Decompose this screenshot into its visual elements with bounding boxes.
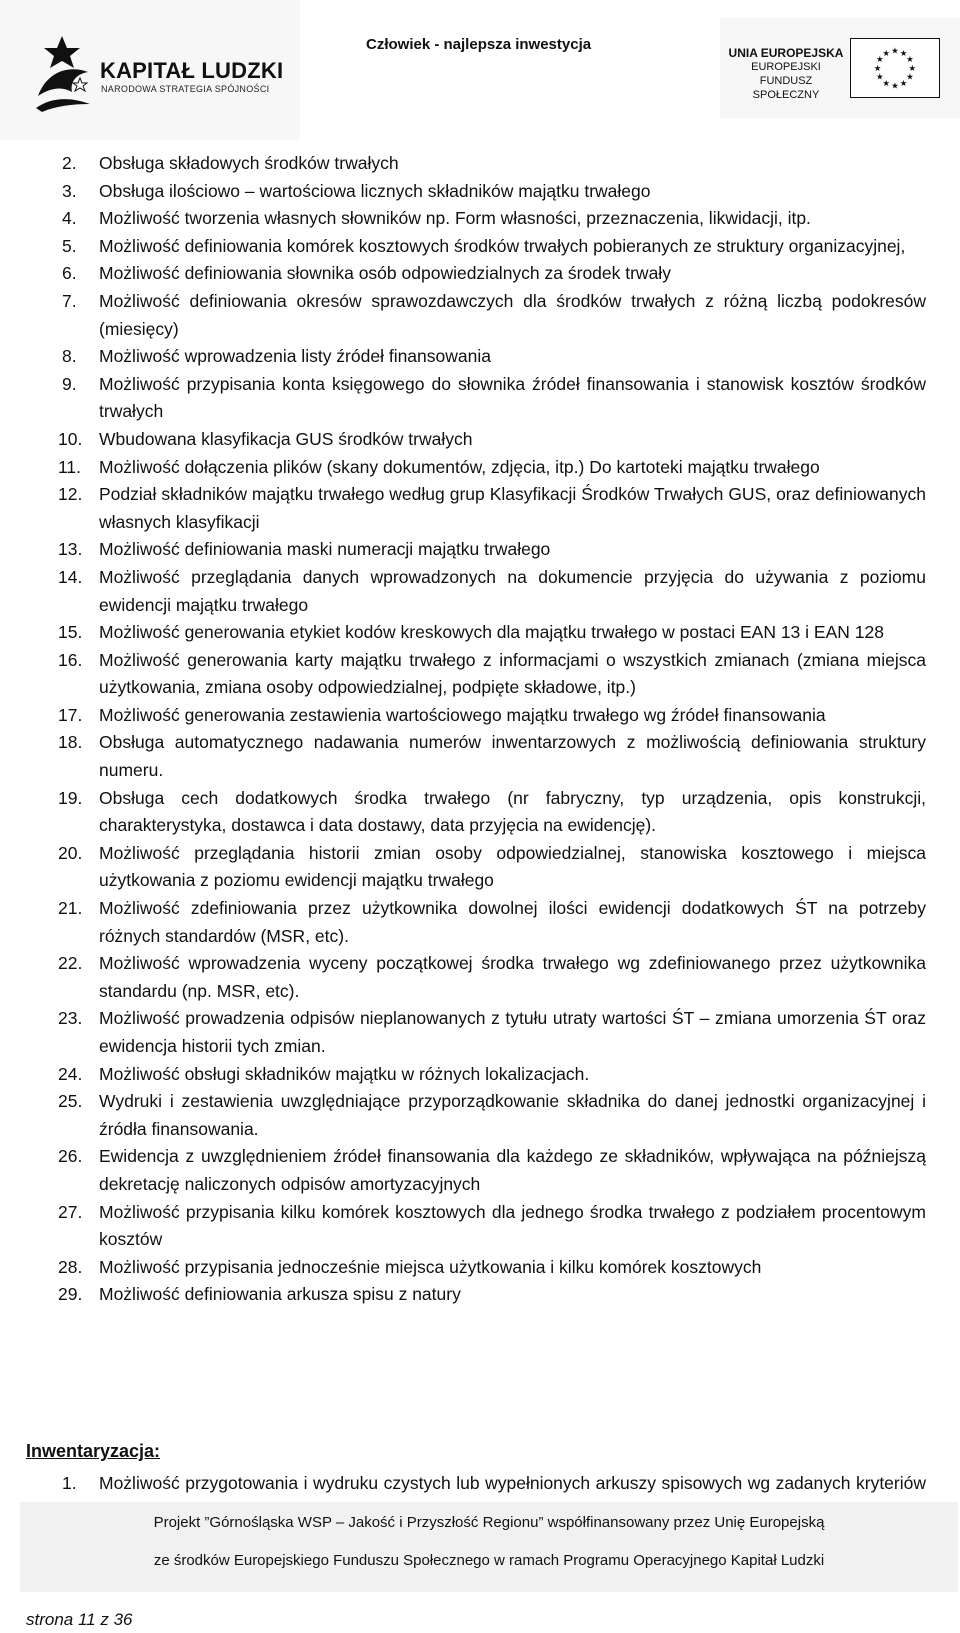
page-footer <box>20 1502 958 1592</box>
list-item <box>0 260 960 288</box>
list-item <box>0 1254 960 1282</box>
list-item <box>0 895 960 950</box>
list-item <box>0 150 960 178</box>
footer-line-2: ze środków Europejskiego Funduszu Społecznego w ramach Programu Operacyjnego Kapitał Ludzki <box>153 1552 825 1569</box>
list-item-text: Możliwość prowadzenia odpisów nieplanowanych z tytułu utraty wartości ŚT – zmiana umorzenia ŚT oraz ewidencja historii tych zmian. <box>99 1008 926 1056</box>
list-item-number: 20. <box>58 842 83 863</box>
eu-star-icon: ★ <box>882 77 891 88</box>
list-item-number: 10. <box>58 428 83 449</box>
page-header <box>0 0 960 145</box>
list-item-number: 19. <box>58 787 83 808</box>
list-item <box>0 840 960 895</box>
list-item-text: Możliwość przeglądania danych wprowadzonych na dokumencie przyjęcia do używania z poziomu ewidencji majątku trwałego <box>99 566 926 615</box>
list-item <box>0 481 960 536</box>
list-item <box>0 564 960 619</box>
list-item <box>0 702 960 730</box>
list-item-text: Możliwość generowania zestawienia wartościowego majątku trwałego wg źródeł finansowania <box>99 704 826 725</box>
list-item-number: 16. <box>58 649 83 670</box>
feature-list <box>0 150 960 1309</box>
list-item-text: Możliwość definiowania komórek kosztowych środków trwałych pobieranych ze struktury organizacyjnej, <box>99 235 906 256</box>
list-item-text: Wydruki i zestawienia uwzględniające przyporządkowanie składnika do danej jednostki organizacyjnej i źródła finansowania. <box>99 1091 926 1139</box>
list-item <box>0 343 960 371</box>
list-item-text: Obsługa cech dodatkowych środka trwałego (nr fabryczny, typ urządzenia, opis konstrukcji, charakterystyka, dostawca i data dostawy, data przyjęcia na ewidencję). <box>99 787 926 836</box>
eu-star-icon: ★ <box>876 54 884 65</box>
list-item-text: Możliwość generowania karty majątku trwałego z informacjami o wszystkich zmianach (zmiana miejsca użytkowania, zmiana osoby odpowiedzialnej, podpięte składowe, itp.) <box>99 649 926 698</box>
list-item-number: 15. <box>58 622 83 643</box>
list-item-number: 27. <box>58 1201 83 1222</box>
list-item <box>0 426 960 454</box>
document-body <box>0 150 960 1309</box>
list-item <box>0 647 960 702</box>
list-item-number: 17. <box>58 704 83 725</box>
list-item-text: Możliwość definiowania arkusza spisu z natury <box>99 1284 461 1305</box>
section-heading-inventory: Inwentaryzacja: <box>26 1441 161 1461</box>
eu-line-1: UNIA EUROPEJSKA <box>728 46 844 60</box>
list-item-text: Podział składników majątku trwałego według grup Klasyfikacji Środków Trwałych GUS, oraz definiowanych własnych klasyfikacji <box>99 484 926 532</box>
list-item <box>0 1061 960 1089</box>
eu-line-3: FUNDUSZ SPOŁECZNY <box>752 75 820 101</box>
list-item-text: Możliwość dołączenia plików (skany dokumentów, zdjęcia, itp.) Do kartoteki majątku trwałego <box>99 456 820 477</box>
list-item-number: 18. <box>58 732 83 753</box>
list-item-number: 22. <box>58 953 83 974</box>
list-item-number: 8. <box>62 346 77 367</box>
list-item <box>0 233 960 261</box>
list-item <box>0 536 960 564</box>
kapital-ludzki-subtitle: NARODOWA STRATEGIA SPÓJNOŚCI <box>101 84 270 94</box>
list-item-text: Możliwość przypisania kilku komórek kosztowych dla jednego środka trwałego z podziałem procentowym kosztów <box>99 1201 926 1250</box>
list-item-text: Możliwość definiowania maski numeracji majątku trwałego <box>99 539 551 560</box>
list-item-number: 21. <box>58 898 83 919</box>
list-item-number: 26. <box>58 1146 83 1167</box>
list-item-text: Obsługa ilościowo – wartościowa licznych składników majątku trwałego <box>99 180 651 201</box>
header-motto: Człowiek - najlepsza inwestycja <box>366 36 592 53</box>
eu-flag-icon <box>850 38 940 98</box>
list-item <box>0 371 960 426</box>
eu-star-icon: ★ <box>899 47 908 58</box>
list-item-text: Wbudowana klasyfikacja GUS środków trwałych <box>99 428 473 449</box>
eu-star-icon: ★ <box>899 77 908 88</box>
list-item-text: Możliwość generowania etykiet kodów kreskowych dla majątku trwałego w postaci EAN 13 i EAN 128 <box>99 622 884 643</box>
list-item-text: Ewidencja z uwzględnieniem źródeł finansowania dla każdego ze składników, wpływająca na późniejszą dekretację naliczonych odpisów amortyzacyjnych <box>99 1146 926 1194</box>
list-item <box>0 1143 960 1198</box>
list-item-number: 24. <box>58 1063 83 1084</box>
list-item-number: 1. <box>62 1473 77 1493</box>
eu-star-icon: ★ <box>891 80 899 91</box>
list-item-number: 9. <box>62 373 77 394</box>
list-item-text: Możliwość przypisania konta księgowego do słownika źródeł finansowania i stanowisk kosztów środków trwałych <box>99 373 926 422</box>
list-item <box>0 729 960 784</box>
list-item-number: 13. <box>58 539 83 560</box>
eu-star-icon: ★ <box>873 62 882 73</box>
list-item <box>0 205 960 233</box>
list-item <box>0 950 960 1005</box>
eu-star-icon: ★ <box>906 71 914 82</box>
list-item <box>0 1199 960 1254</box>
list-item-text: Możliwość wprowadzenia wyceny początkowej środka trwałego wg zdefiniowanego przez użytkownika standardu (np. MSR, etc). <box>99 953 926 1001</box>
list-item <box>0 1005 960 1060</box>
footer-line-1: Projekt ”Górnośląska WSP – Jakość i Przyszłość Regionu” współfinansowany przez Unię Europejską <box>153 1514 825 1531</box>
list-item-number: 29. <box>58 1284 83 1305</box>
list-item-text: Możliwość wprowadzenia listy źródeł finansowania <box>99 346 491 367</box>
list-item-number: 11. <box>58 456 82 477</box>
list-item <box>0 288 960 343</box>
eu-line-2: EUROPEJSKI <box>751 61 821 73</box>
list-item <box>0 785 960 840</box>
list-item-number: 3. <box>62 180 77 201</box>
page-number: strona 11 z 36 <box>26 1610 133 1629</box>
kapital-ludzki-title: KAPITAŁ LUDZKI <box>100 58 284 83</box>
list-item <box>0 1281 960 1309</box>
list-item-number: 25. <box>58 1091 83 1112</box>
list-item-text: Możliwość definiowania okresów sprawozdawczych dla środków trwałych z różną liczbą podokresów (miesięcy) <box>99 290 926 339</box>
list-item-text: Możliwość zdefiniowania przez użytkownika dowolnej ilości ewidencji dodatkowych ŚT na potrzeby różnych standardów (MSR, etc). <box>99 898 926 946</box>
eu-star-icon: ★ <box>882 47 891 58</box>
list-item-text: Możliwość definiowania słownika osób odpowiedzialnych za środek trwały <box>99 263 671 284</box>
list-item <box>0 619 960 647</box>
list-item-text: Możliwość obsługi składników majątku w różnych lokalizacjach. <box>99 1063 590 1084</box>
list-item-number: 6. <box>62 263 77 284</box>
eu-star-icon: ★ <box>891 45 899 56</box>
list-item-text: Możliwość przypisania jednocześnie miejsca użytkowania i kilku komórek kosztowych <box>99 1256 762 1277</box>
list-item-number: 28. <box>58 1256 83 1277</box>
list-item-number: 5. <box>62 235 77 256</box>
list-item-number: 23. <box>58 1008 83 1029</box>
list-item-number: 4. <box>62 208 77 229</box>
list-item-number: 12. <box>58 484 83 505</box>
list-item-text: Możliwość tworzenia własnych słowników np. Form własności, przeznaczenia, likwidacji, itp. <box>99 208 811 229</box>
eu-star-icon: ★ <box>876 71 884 82</box>
eu-star-icon: ★ <box>906 54 914 65</box>
list-item <box>0 1088 960 1143</box>
list-item-text: Możliwość przeglądania historii zmian osoby odpowiedzialnej, stanowiska kosztowego i miejsca użytkowania z poziomu ewidencji majątku trwałego <box>99 842 926 891</box>
eu-logo-text <box>726 46 846 102</box>
list-item-number: 7. <box>62 290 77 311</box>
list-item-text: Obsługa składowych środków trwałych <box>99 153 399 173</box>
kapital-ludzki-logo-icon <box>32 34 94 112</box>
list-item-number: 2. <box>62 153 77 173</box>
list-item <box>0 454 960 482</box>
list-item <box>0 178 960 206</box>
list-item-text: Obsługa automatycznego nadawania numerów inwentarzowych z możliwością definiowania struktury numeru. <box>99 732 926 781</box>
list-item-number: 14. <box>58 566 83 587</box>
eu-star-icon: ★ <box>908 62 917 73</box>
list-item-text: Możliwość przygotowania i wydruku czystych lub wypełnionych arkuszy spisowych wg zadanych kryteriów <box>99 1473 926 1493</box>
